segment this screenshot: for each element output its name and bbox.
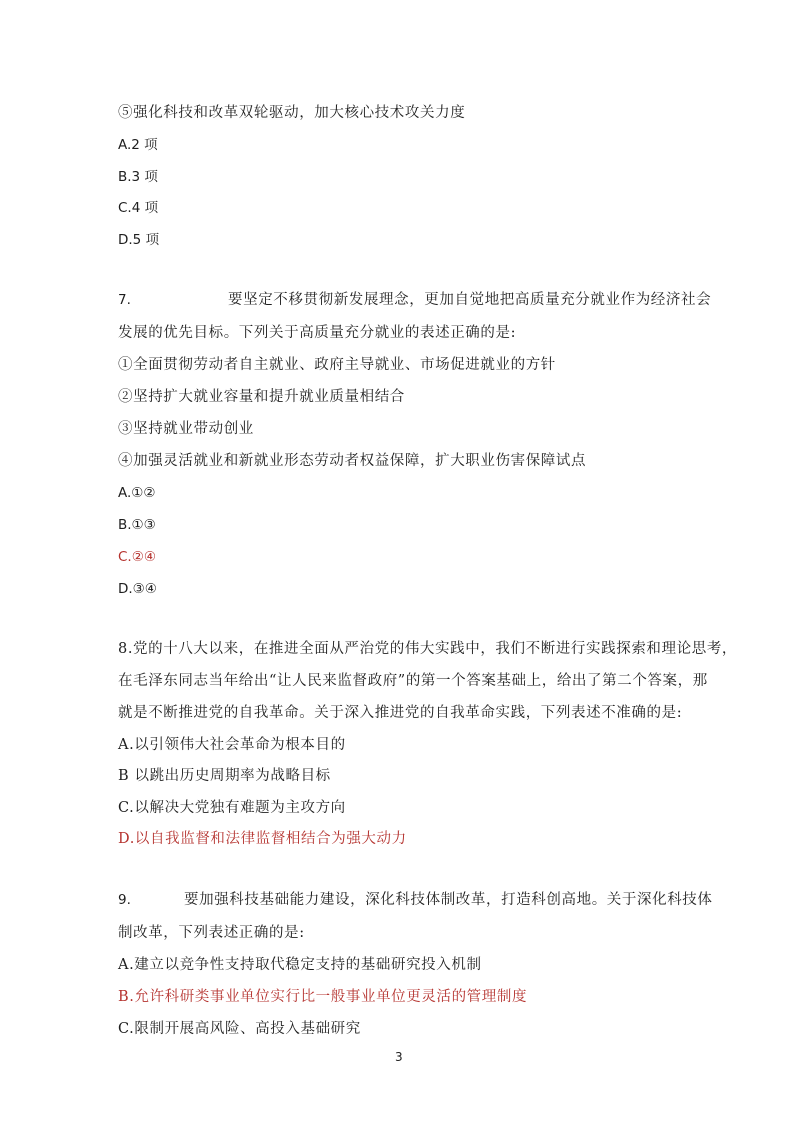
q8-option-b: B 以跳出历史周期率为战略目标 <box>118 768 331 784</box>
q7-option-c-answer: C.②④ <box>118 549 156 565</box>
q9-stem-line-1 <box>118 890 713 910</box>
q8-option-c: C.以解决大党独有难题为主攻方向 <box>118 800 346 816</box>
q7-option-a: A.①② <box>118 485 156 501</box>
q7-option-b: B.①③ <box>118 517 156 533</box>
q9-stem-text: 要加强科技基础能力建设，深化科技体制改革，打造科创高地。关于深化科技体 <box>184 892 713 908</box>
q6-option-a: A.2 项 <box>118 137 158 153</box>
q7-item-2: ②坚持扩大就业容量和提升就业质量相结合 <box>118 389 405 405</box>
q6-option-d: D.5 项 <box>118 232 160 248</box>
q7-item-3: ③坚持就业带动创业 <box>118 421 254 437</box>
q7-stem-text: 要坚定不移贯彻新发展理念，更加自觉地把高质量充分就业作为经济社会 <box>228 292 712 308</box>
q8-option-a: A.以引领伟大社会革命为根本目的 <box>118 737 346 753</box>
q6-option-b: B.3 项 <box>118 169 158 185</box>
q8-stem-line-3: 就是不断推进党的自我革命。关于深入推进党的自我革命实践，下列表述不准确的是: <box>118 705 683 721</box>
q9-option-a: A.建立以竞争性支持取代稳定支持的基础研究投入机制 <box>118 957 482 973</box>
q8-stem-line-2: 在毛泽东同志当年给出“让人民来监督政府”的第一个答案基础上，给出了第二个答案，那 <box>118 673 708 689</box>
q8-option-d-answer: D.以自我监督和法律监督相结合为强大动力 <box>118 831 407 847</box>
q6-option-c: C.4 项 <box>118 200 159 216</box>
q9-stem-line-2: 制改革，下列表述正确的是: <box>118 925 305 941</box>
q9-option-c: C.限制开展高风险、高投入基础研究 <box>118 1021 361 1037</box>
q7-item-1: ①全面贯彻劳动者自主就业、政府主导就业、市场促进就业的方针 <box>118 357 556 373</box>
page-number: 3 <box>395 1050 403 1064</box>
q9-option-b-answer: B.允许科研类事业单位实行比一般事业单位更灵活的管理制度 <box>118 989 528 1005</box>
q8-stem-line-1: 8.党的十八大以来，在推进全面从严治党的伟大实践中，我们不断进行实践探索和理论思考， <box>118 641 738 657</box>
q7-stem-line-2: 发展的优先目标。下列关于高质量充分就业的表述正确的是: <box>118 325 517 341</box>
q7-number: 7. <box>118 292 131 308</box>
q9-number: 9. <box>118 892 131 908</box>
q7-stem-line-1 <box>118 290 711 310</box>
q7-item-4: ④加强灵活就业和新就业形态劳动者权益保障，扩大职业伤害保障试点 <box>118 453 587 469</box>
q6-item-5: ⑤强化科技和改革双轮驱动，加大核心技术攻关力度 <box>118 105 466 121</box>
q7-option-d: D.③④ <box>118 581 157 597</box>
